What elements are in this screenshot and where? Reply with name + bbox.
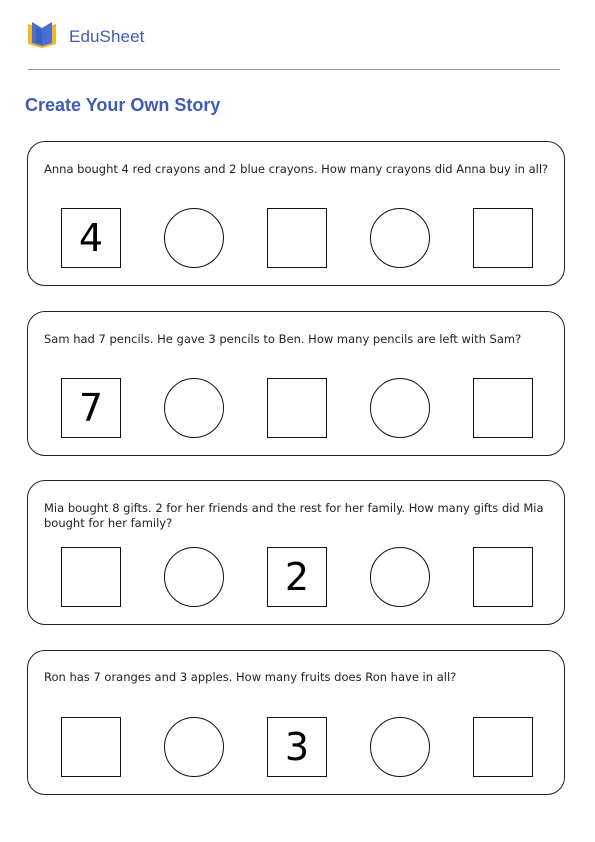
answer-box[interactable]: [61, 547, 121, 607]
answer-box[interactable]: [61, 717, 121, 777]
answer-box[interactable]: 4: [61, 208, 121, 268]
problem-question: Anna bought 4 red crayons and 2 blue crayons. How many crayons did Anna buy in all?: [44, 162, 549, 176]
answer-box[interactable]: 2: [267, 547, 327, 607]
problem-card: [27, 141, 565, 286]
problem-card: [27, 311, 565, 456]
problem-card: [27, 480, 565, 625]
operator-circle[interactable]: [164, 717, 224, 777]
header-divider: [28, 69, 560, 70]
problem-question: Ron has 7 oranges and 3 apples. How many fruits does Ron have in all?: [44, 670, 457, 684]
answer-box[interactable]: [473, 208, 533, 268]
operator-circle[interactable]: [164, 378, 224, 438]
operator-circle[interactable]: [370, 717, 430, 777]
page-title: Create Your Own Story: [25, 95, 221, 115]
problem-question: Sam had 7 pencils. He gave 3 pencils to Ben. How many pencils are left with Sam?: [44, 332, 522, 346]
operator-circle[interactable]: [164, 547, 224, 607]
operator-circle[interactable]: [370, 208, 430, 268]
problem-question: Mia bought 8 gifts. 2 for her friends and the rest for her family. How many gifts did Mia bought for her family?: [44, 501, 544, 530]
operator-circle[interactable]: [370, 547, 430, 607]
answer-box[interactable]: [473, 547, 533, 607]
answer-box[interactable]: [473, 378, 533, 438]
open-book-icon: [26, 22, 58, 50]
answer-box[interactable]: [473, 717, 533, 777]
answer-box[interactable]: [267, 378, 327, 438]
operator-circle[interactable]: [164, 208, 224, 268]
answer-box[interactable]: 3: [267, 717, 327, 777]
operator-circle[interactable]: [370, 378, 430, 438]
answer-box[interactable]: [267, 208, 327, 268]
answer-box[interactable]: 7: [61, 378, 121, 438]
problem-card: [27, 650, 565, 795]
brand-name: EduSheet: [69, 27, 145, 46]
